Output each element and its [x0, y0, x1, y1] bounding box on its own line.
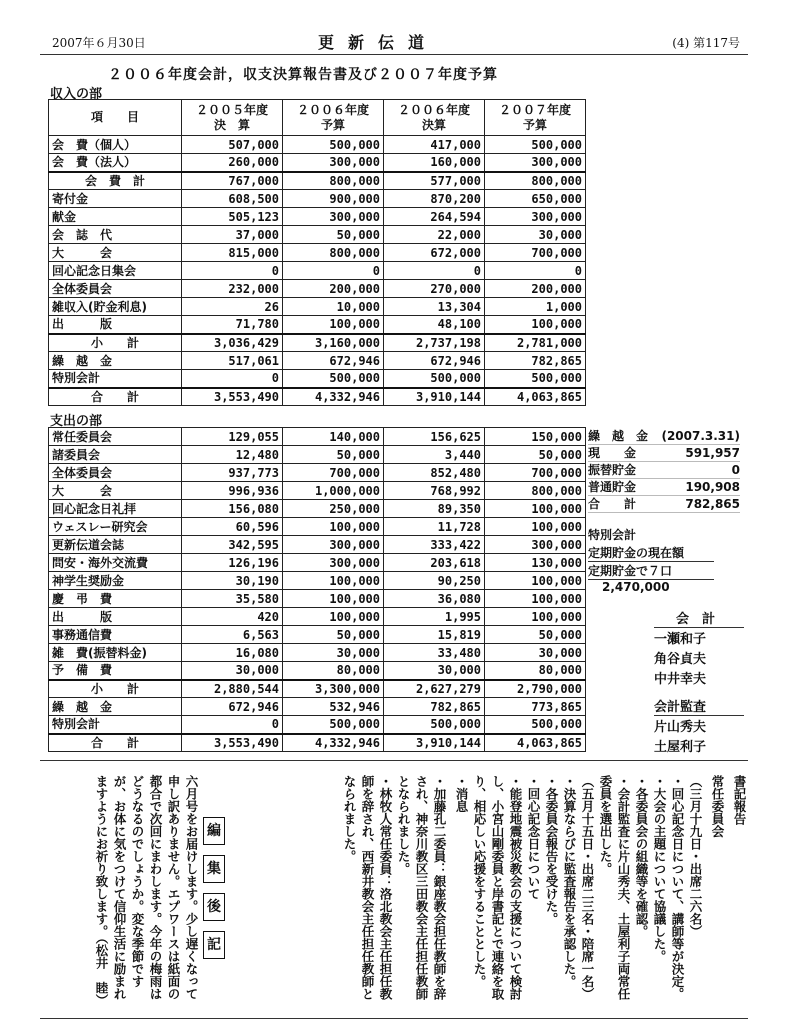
income-table	[48, 99, 586, 406]
person-name: 角谷貞夫	[654, 652, 707, 667]
table-row	[49, 536, 586, 554]
expense-section-label: 支出の部	[50, 414, 103, 429]
cell-value: 0	[384, 262, 485, 280]
cell-value: 260,000	[182, 154, 283, 172]
cell-value: 37,000	[182, 226, 283, 244]
row-label: 特別会計	[49, 370, 182, 388]
cell-value: 3,440	[384, 446, 485, 464]
special-line1: 定期貯金の現在額	[588, 544, 714, 562]
income-section-label: 収入の部	[50, 87, 103, 102]
header-line: 決算	[421, 117, 446, 132]
cell-value: 11,728	[384, 518, 485, 536]
cell-value: 200,000	[283, 280, 384, 298]
row-label: 諸委員会	[49, 446, 182, 464]
row-label: 会 費 計	[49, 172, 182, 190]
cell-value: 500,000	[283, 716, 384, 734]
cell-value: 33,480	[384, 644, 485, 662]
carryover-row	[588, 445, 740, 462]
cell-value: 782,865	[384, 698, 485, 716]
cell-value: 4,332,946	[283, 388, 384, 406]
cell-value: 815,000	[182, 244, 283, 262]
cell-value: 100,000	[485, 316, 586, 334]
row-label: 全体委員会	[49, 280, 182, 298]
cell-value: 50,000	[485, 626, 586, 644]
cell-value: 26	[182, 298, 283, 316]
table-row	[49, 136, 586, 154]
cell-value: 270,000	[384, 280, 485, 298]
cell-value: 505,123	[182, 208, 283, 226]
special-amount: 2,470,000	[602, 580, 670, 594]
cell-value: 417,000	[384, 136, 485, 154]
row-label: 会 費（法人）	[49, 154, 182, 172]
cell-value: 100,000	[283, 316, 384, 334]
cell-value: 264,594	[384, 208, 485, 226]
cell-value: 500,000	[384, 716, 485, 734]
person-name: 中井幸夫	[654, 672, 707, 687]
carryover-row	[588, 496, 740, 513]
cell-value: 300,000	[283, 154, 384, 172]
person-name: 片山秀夫	[654, 720, 707, 735]
cell-value: 300,000	[485, 154, 586, 172]
cell-value: 608,500	[182, 190, 283, 208]
row-label: 小 計	[49, 680, 182, 698]
cell-value: 800,000	[485, 482, 586, 500]
editor-title-char: 後	[203, 893, 225, 921]
cell-value: 100,000	[485, 518, 586, 536]
column-header	[49, 100, 182, 136]
accountants-title: 会 計	[654, 608, 744, 628]
table-row	[49, 316, 586, 334]
table-row	[49, 244, 586, 262]
cell-value: 3,910,144	[384, 388, 485, 406]
editor-title-char: 編	[203, 817, 225, 845]
report-line: （三月十九日・出席二六名）	[688, 775, 703, 938]
row-label: 慶 弔 費	[49, 590, 182, 608]
cell-value: 500,000	[485, 370, 586, 388]
table-row	[49, 698, 586, 716]
cell-value: 160,000	[384, 154, 485, 172]
cell-value: 333,422	[384, 536, 485, 554]
cell-value: 13,304	[384, 298, 485, 316]
table-row	[49, 716, 586, 734]
header-line: ２００５年度	[195, 102, 268, 117]
cell-value: 672,946	[182, 698, 283, 716]
cell-value: 80,000	[485, 662, 586, 680]
report-line: ・消息	[454, 775, 469, 813]
cell-value: 767,000	[182, 172, 283, 190]
cell-value: 200,000	[485, 280, 586, 298]
cell-value: 1,000	[485, 298, 586, 316]
cell-value: 672,946	[384, 352, 485, 370]
cell-value: 517,061	[182, 352, 283, 370]
row-label: 神学生奨励金	[49, 572, 182, 590]
row-label: 寄付金	[49, 190, 182, 208]
cell-value: 150,000	[485, 428, 586, 446]
row-label: 会 誌 代	[49, 226, 182, 244]
cell-value: 2,781,000	[485, 334, 586, 352]
editor-title-char: 記	[203, 931, 225, 959]
row-label: 問安・海外交流費	[49, 554, 182, 572]
carryover-row	[588, 428, 740, 445]
cell-value: 30,000	[485, 226, 586, 244]
table-row	[49, 370, 586, 388]
header-line: 予算	[522, 117, 547, 132]
cell-value: 3,300,000	[283, 680, 384, 698]
cell-value: 996,936	[182, 482, 283, 500]
editor-title-char: 集	[203, 855, 225, 883]
row-label: 更新伝道会誌	[49, 536, 182, 554]
cell-value: 90,250	[384, 572, 485, 590]
cell-value: 937,773	[182, 464, 283, 482]
cell-value: 0	[182, 716, 283, 734]
cell-value: 900,000	[283, 190, 384, 208]
column-header	[182, 100, 283, 136]
cell-value: 650,000	[485, 190, 586, 208]
editor-author: （松井 睦）	[94, 937, 109, 1007]
cell-value: 420	[182, 608, 283, 626]
cell-value: 100,000	[283, 608, 384, 626]
carryover-label: 繰 越 金	[588, 429, 649, 443]
cell-value: 700,000	[485, 464, 586, 482]
cell-value: 48,100	[384, 316, 485, 334]
table-row	[49, 572, 586, 590]
carryover-value: 591,957	[685, 446, 740, 460]
cell-value: 300,000	[283, 536, 384, 554]
cell-value: 500,000	[485, 136, 586, 154]
carryover-value: 190,908	[685, 480, 740, 494]
row-label: 事務通信費	[49, 626, 182, 644]
report-line: ・加藤孔二委員：銀座教会担任教師を辞され、神奈川教区三田教会主任担任教師となられました。	[396, 775, 447, 1000]
table-row	[49, 262, 586, 280]
cell-value: 203,618	[384, 554, 485, 572]
cell-value: 532,946	[283, 698, 384, 716]
bottom-rule	[40, 1018, 748, 1019]
carryover-value: 782,865	[685, 497, 740, 511]
cell-value: 140,000	[283, 428, 384, 446]
row-label: 常任委員会	[49, 428, 182, 446]
special-line2: 定期貯金で７口	[588, 562, 714, 580]
cell-value: 6,563	[182, 626, 283, 644]
carryover-row	[588, 479, 740, 496]
table-row	[49, 428, 586, 446]
table-row	[49, 298, 586, 316]
cell-value: 4,063,865	[485, 388, 586, 406]
table-row	[49, 662, 586, 680]
row-label: 繰 越 金	[49, 352, 182, 370]
table-row	[49, 190, 586, 208]
cell-value: 3,553,490	[182, 388, 283, 406]
cell-value: 50,000	[283, 226, 384, 244]
issue-date: 2007年６月30日	[52, 36, 146, 50]
cell-value: 156,625	[384, 428, 485, 446]
cell-value: 3,553,490	[182, 734, 283, 752]
cell-value: 89,350	[384, 500, 485, 518]
table-row	[49, 644, 586, 662]
special-title: 特別会計	[588, 528, 637, 542]
auditors	[654, 696, 744, 758]
cell-value: 35,580	[182, 590, 283, 608]
row-label: 会 費（個人）	[49, 136, 182, 154]
cell-value: 1,995	[384, 608, 485, 626]
report-line: ・回心記念日について、講師等が決定。	[670, 775, 685, 1000]
cell-value: 30,000	[485, 644, 586, 662]
report-line: ・各委員会報告を受けた。	[544, 775, 559, 925]
report-line: ・能登地震被災教会の支援について検討し、小宮山剛委員と岸書記とで連絡を取り、相応しい応援をすることとした。	[472, 775, 523, 1000]
cell-value: 130,000	[485, 554, 586, 572]
issue-number: (4) 第117号	[672, 36, 740, 50]
cell-value: 3,160,000	[283, 334, 384, 352]
cell-value: 50,000	[485, 446, 586, 464]
cell-value: 30,000	[283, 644, 384, 662]
report-title: ２００６年度会計，収支決算報告書及び２００７年度予算	[108, 67, 498, 83]
auditors-title: 会計監査	[654, 696, 744, 716]
row-label: ウェスレー研究会	[49, 518, 182, 536]
cell-value: 4,063,865	[485, 734, 586, 752]
cell-value: 129,055	[182, 428, 283, 446]
cell-value: 870,200	[384, 190, 485, 208]
table-row	[49, 482, 586, 500]
expense-table	[48, 427, 586, 752]
cell-value: 300,000	[283, 208, 384, 226]
cell-value: 100,000	[283, 518, 384, 536]
carryover-label: 振替貯金	[588, 463, 637, 477]
editor-postscript	[30, 775, 200, 1010]
table-row	[49, 388, 586, 406]
cell-value: 507,000	[182, 136, 283, 154]
cell-value: 500,000	[485, 716, 586, 734]
row-label: 雑収入(貯金利息)	[49, 298, 182, 316]
cell-value: 50,000	[283, 626, 384, 644]
report-line: 常任委員会	[710, 775, 725, 838]
carryover-breakdown	[588, 428, 740, 513]
row-label: 回心記念日集会	[49, 262, 182, 280]
cell-value: 156,080	[182, 500, 283, 518]
cell-value: 800,000	[283, 244, 384, 262]
editor-title-box	[203, 817, 227, 959]
row-label: 合 計	[49, 734, 182, 752]
cell-value: 10,000	[283, 298, 384, 316]
mid-rule	[40, 760, 748, 761]
cell-value: 773,865	[485, 698, 586, 716]
column-header	[283, 100, 384, 136]
cell-value: 100,000	[485, 590, 586, 608]
table-row	[49, 446, 586, 464]
header-line: 予算	[320, 117, 345, 132]
cell-value: 71,780	[182, 316, 283, 334]
cell-value: 700,000	[283, 464, 384, 482]
cell-value: 250,000	[283, 500, 384, 518]
cell-value: 2,627,279	[384, 680, 485, 698]
person-name: 一瀬和子	[654, 632, 707, 647]
table-row	[49, 208, 586, 226]
newsletter-title: 更新伝道	[318, 33, 439, 52]
carryover-label: 合 計	[588, 497, 637, 511]
cell-value: 100,000	[485, 500, 586, 518]
row-label: 合 計	[49, 388, 182, 406]
carryover-label: 現 金	[588, 446, 637, 460]
row-label: 出 版	[49, 608, 182, 626]
table-row	[49, 734, 586, 752]
cell-value: 672,946	[283, 352, 384, 370]
secretary-report	[250, 775, 748, 1010]
table-row	[49, 680, 586, 698]
cell-value: 15,819	[384, 626, 485, 644]
table-row	[49, 554, 586, 572]
report-line: ・大会の主題について協議した。	[652, 775, 667, 963]
cell-value: 800,000	[485, 172, 586, 190]
row-label: 特別会計	[49, 716, 182, 734]
editor-text: 六月号をお届けします。少し遅くなって申し訳ありません。エプワースは紙面の都合で次回にまわします。今年の梅雨はどうなるのでしょうか。変な季節ですが、お体に気をつけて信仰生活に励まれますようにお祈り致します。	[94, 775, 199, 1000]
row-label: 回心記念日礼拝	[49, 500, 182, 518]
row-label: 小 計	[49, 334, 182, 352]
report-line: （五月十五日・出席二三名・陪席一名）	[580, 775, 595, 1000]
header-line: ２００６年度	[296, 102, 369, 117]
row-label: 全体委員会	[49, 464, 182, 482]
cell-value: 30,190	[182, 572, 283, 590]
table-row	[49, 334, 586, 352]
cell-value: 100,000	[485, 608, 586, 626]
cell-value: 126,196	[182, 554, 283, 572]
table-row	[49, 590, 586, 608]
table-row	[49, 464, 586, 482]
cell-value: 12,480	[182, 446, 283, 464]
row-label: 予 備 費	[49, 662, 182, 680]
cell-value: 0	[182, 262, 283, 280]
cell-value: 300,000	[485, 536, 586, 554]
table-row	[49, 352, 586, 370]
row-label: 献金	[49, 208, 182, 226]
table-row	[49, 518, 586, 536]
header-line: 項 目	[90, 110, 139, 124]
table-row	[49, 280, 586, 298]
table-row	[49, 172, 586, 190]
table-row	[49, 608, 586, 626]
cell-value: 2,880,544	[182, 680, 283, 698]
accountants	[654, 608, 744, 690]
cell-value: 700,000	[485, 244, 586, 262]
header-line: 決 算	[213, 117, 250, 132]
cell-value: 3,910,144	[384, 734, 485, 752]
cell-value: 36,080	[384, 590, 485, 608]
cell-value: 300,000	[485, 208, 586, 226]
report-line: ・各委員会の組織等を確認。	[634, 775, 649, 938]
cell-value: 342,595	[182, 536, 283, 554]
row-label: 繰 越 金	[49, 698, 182, 716]
cell-value: 4,332,946	[283, 734, 384, 752]
cell-value: 30,000	[182, 662, 283, 680]
report-line: ・回心記念日について	[526, 775, 541, 900]
cell-value: 30,000	[384, 662, 485, 680]
special-account	[588, 526, 758, 598]
header-line: ２００６年度	[397, 102, 470, 117]
column-header	[485, 100, 586, 136]
cell-value: 300,000	[283, 554, 384, 572]
cell-value: 80,000	[283, 662, 384, 680]
report-line: ・会計監査に片山秀夫、土屋利子両常任委員を選出した。	[598, 775, 631, 1000]
cell-value: 500,000	[283, 370, 384, 388]
carryover-value: (2007.3.31)	[661, 429, 740, 443]
cell-value: 22,000	[384, 226, 485, 244]
cell-value: 782,865	[485, 352, 586, 370]
cell-value: 100,000	[283, 572, 384, 590]
person-name: 土屋利子	[654, 740, 707, 755]
cell-value: 60,596	[182, 518, 283, 536]
cell-value: 852,480	[384, 464, 485, 482]
cell-value: 1,000,000	[283, 482, 384, 500]
header-rule	[40, 54, 748, 55]
cell-value: 100,000	[485, 572, 586, 590]
cell-value: 2,737,198	[384, 334, 485, 352]
cell-value: 500,000	[283, 136, 384, 154]
carryover-label: 普通貯金	[588, 480, 637, 494]
table-row	[49, 500, 586, 518]
cell-value: 232,000	[182, 280, 283, 298]
row-label: 大 会	[49, 244, 182, 262]
cell-value: 768,992	[384, 482, 485, 500]
cell-value: 500,000	[384, 370, 485, 388]
report-heading: 書記報告	[732, 775, 747, 825]
table-row	[49, 154, 586, 172]
table-row	[49, 626, 586, 644]
report-line: ・決算ならびに監査報告を承認した。	[562, 775, 577, 988]
cell-value: 50,000	[283, 446, 384, 464]
cell-value: 0	[485, 262, 586, 280]
column-header	[384, 100, 485, 136]
cell-value: 0	[283, 262, 384, 280]
cell-value: 0	[182, 370, 283, 388]
row-label: 雑 費(振替料金)	[49, 644, 182, 662]
cell-value: 100,000	[283, 590, 384, 608]
cell-value: 16,080	[182, 644, 283, 662]
header-line: ２００７年度	[498, 102, 571, 117]
carryover-value: 0	[731, 463, 740, 477]
cell-value: 3,036,429	[182, 334, 283, 352]
carryover-row	[588, 462, 740, 479]
table-row	[49, 226, 586, 244]
cell-value: 2,790,000	[485, 680, 586, 698]
row-label: 出 版	[49, 316, 182, 334]
cell-value: 672,000	[384, 244, 485, 262]
report-line: ・林牧人常任委員：洛北教会主任担任教師を辞され、西新井教会主任担任教師となられました。	[342, 775, 393, 1000]
row-label: 大 会	[49, 482, 182, 500]
cell-value: 577,000	[384, 172, 485, 190]
cell-value: 800,000	[283, 172, 384, 190]
